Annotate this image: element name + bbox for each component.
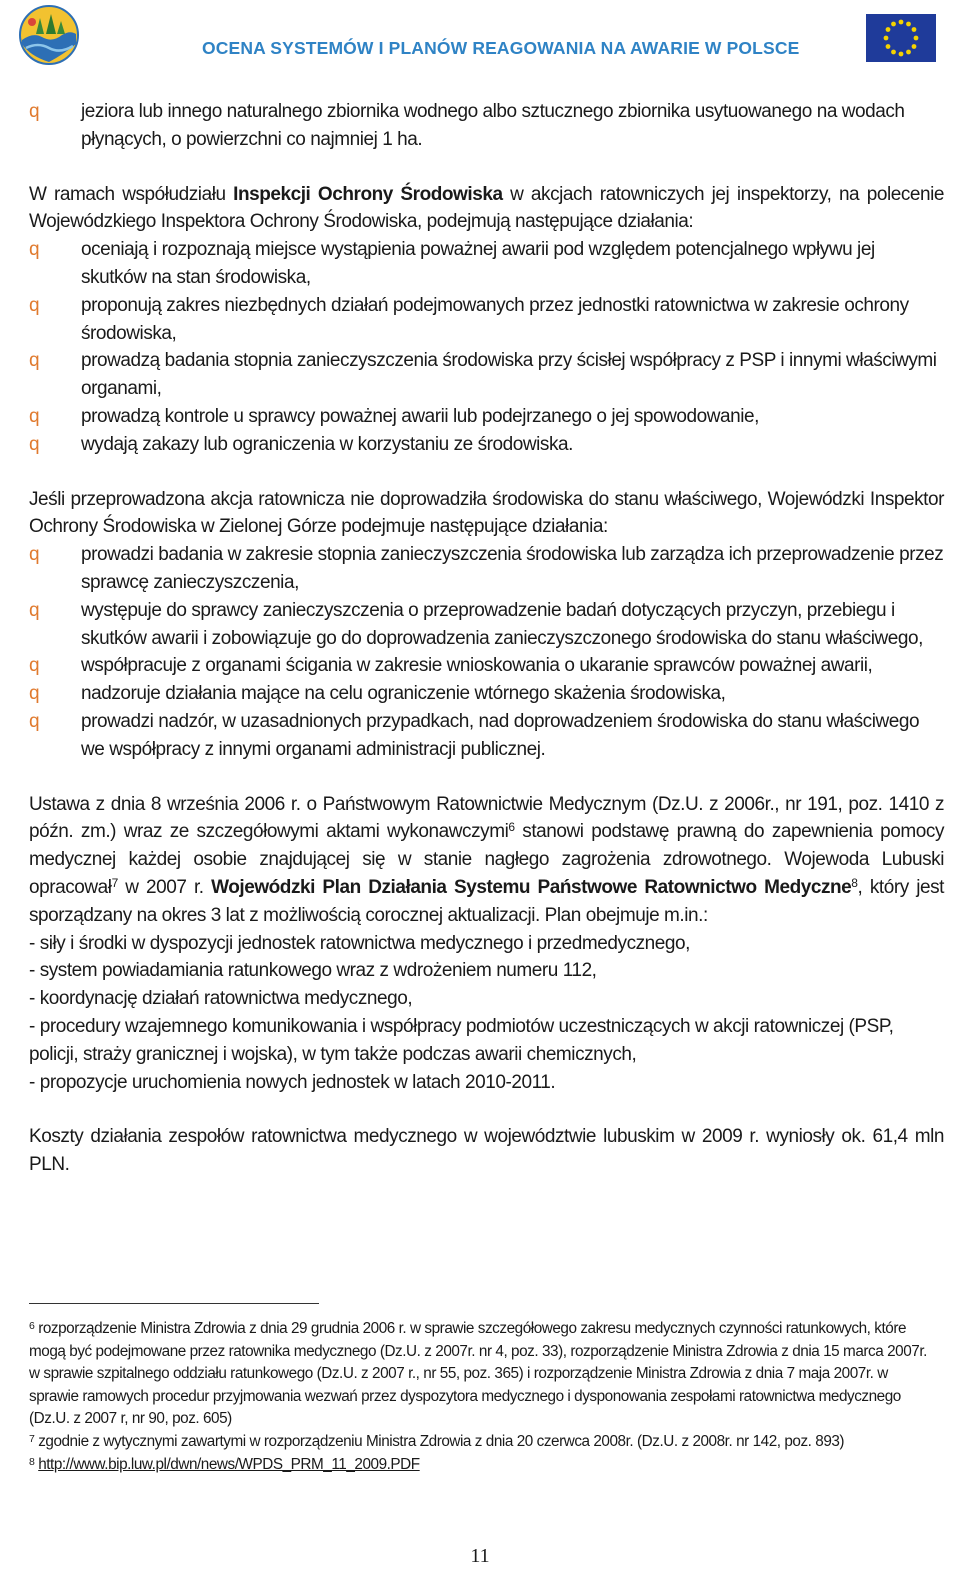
page-number: 11 (470, 1545, 490, 1567)
bullet-q-icon: q (29, 405, 40, 427)
list-item: q prowadzi nadzór, w uzasadnionych przypadkach, nad doprowadzeniem środowiska do stanu właściwego we współpracy z innymi organami administracji publicznej. (29, 708, 944, 764)
document-body (29, 98, 944, 1179)
koszty-paragraph: Koszty działania zespołów ratownictwa medycznego w województwie lubuskim w 2009 r. wyniosły ok. 61,4 mln PLN. (29, 1126, 944, 1176)
bullet-q-icon: q (29, 433, 40, 455)
footnote-7: $^7$ zgodnie z wytycznymi zawartymi w rozporządzeniu Ministra Zdrowia z dnia 20 czerwca 2008r. (Dz.U. z 2008r. nr 142, poz. 893) (29, 1432, 845, 1450)
footnote-8: $^8$ http://www.bip.luw.pl/dwn/news/WPDS_PRM_11_2009.PDF (29, 1455, 420, 1473)
footnote-link[interactable]: http://www.bip.luw.pl/dwn/news/WPDS_PRM_11_2009.PDF (38, 1455, 420, 1473)
footnote-separator (29, 1303, 319, 1304)
bullet-q-icon: q (29, 683, 40, 705)
list-item: q wydają zakazy lub ograniczenia w korzystaniu ze środowiska. (29, 431, 944, 459)
plan-contents-list (29, 930, 944, 1097)
eu-flag-icon (866, 14, 936, 62)
list-item: q prowadzą badania stopnia zanieczyszczenia środowiska przy ścisłej współpracy z PSP i innymi właściwymi organami, (29, 347, 944, 403)
bullet-q-icon: q (29, 655, 40, 677)
bullet-q-icon: q (29, 599, 40, 621)
footnotes (29, 1318, 941, 1476)
list-item: q jeziora lub innego naturalnego zbiornika wodnego albo sztucznego zbiornika usytuowanego na wodach płynących, o powierzchni co najmniej 1 ha. (29, 98, 944, 154)
bullet-q-icon: q (29, 239, 40, 261)
list-item: q prowadzi badania w zakresie stopnia zanieczyszczenia środowiska lub zarządza ich przeprowadzenie przez sprawcę zanieczyszczenia, (29, 541, 944, 597)
plan-bold-name: Wojewódzki Plan Działania Systemu Państwowe Ratownictwo Medyczne (211, 876, 852, 898)
list-item: - propozycje uruchomienia nowych jednostek w latach 2010-2011. (29, 1071, 556, 1093)
ustawa-paragraph: Ustawa z dnia 8 września 2006 r. o Państwowym Ratownictwie Medycznym (Dz.U. z 2006r., nr 191, poz. 1410 z późn. zm.) wraz ze szczegółowymi aktami wykonawczymi$^6$ stanowi podstawę prawną do zapewnienia pomocy medycznej każdej osobie znajdującej się w stanie nagłego zagrożenia zdrowotnego. Wojewoda Lubuski opracował$^7$ w 2007 r. Wojewódzki Plan Działania Systemu Państwowe Ratownictwo Medyczne$^8$, który jest sporządzany na okres 3 lat z możliwością corocznej aktualizacji. Plan obejmuje m.in.: (29, 793, 945, 926)
list-item: - koordynację działań ratownictwa medycznego, (29, 988, 413, 1010)
list-item: q oceniają i rozpoznają miejsce wystąpienia poważnej awarii pod względem potencjalnego wpływu jej skutków na stan środowiska, (29, 236, 944, 292)
footnote-ref-7[interactable]: 7 (111, 875, 118, 890)
inspekcja-intro-paragraph: W ramach współudziału Inspekcji Ochrony Środowiska w akcjach ratowniczych jej inspektorzy, na polecenie Wojewódzkiego Inspektora Ochrony Środowiska, podejmują następujące działania: (29, 183, 945, 233)
list-item: q nadzoruje działania mające na celu ograniczenie wtórnego skażenia środowiska, (29, 680, 944, 708)
list-item: q występuje do sprawcy zanieczyszczenia o przeprowadzenie badań dotyczących przyczyn, przebiegu i skutków awarii i zobowiązuje go do doprowadzenia zanieczyszczonego środowiska do stanu właściwego, (29, 597, 944, 653)
footnote-6: $^6$ rozporządzenie Ministra Zdrowia z dnia 29 grudnia 2006 r. w sprawie szczegółowego zakresu medycznych czynności ratunkowych, które mogą być podejmowane przez ratownika medycznego (Dz.U. z 2007r. nr 4, poz. 33), rozporządzenie Ministra Zdrowia z dnia 15 marca 2007r. w sprawie szpitalnego oddziału ratunkowego (Dz.U. z 2007 r., nr 55, poz. 365) i rozporządzenie Ministra Zdrowia z dnia 7 maja 2007r. w sprawie ramowych procedur przyjmowania wezwań przez dyspozytora medycznego i dysponowania zespołami ratownictwa medycznego (Dz.U. z 2007 r, nr 90, poz. 605) (29, 1320, 927, 1428)
list-item: - procedury wzajemnego komunikowania i współpracy podmiotów uczestniczących w akcji ratowniczej (PSP, policji, straży granicznej i wojska), w tym także podczas awarii chemicznych, (29, 1015, 894, 1065)
inspekcja-bold-name: Inspekcji Ochrony Środowiska (233, 183, 503, 205)
page-header (0, 0, 960, 80)
list-item: q współpracuje z organami ścigania w zakresie wnioskowania o ukaranie sprawców poważnej awarii, (29, 652, 944, 680)
list-item: - system powiadamiania ratunkowego wraz z wdrożeniem numeru 112, (29, 960, 597, 982)
bullet-q-icon: q (29, 710, 40, 732)
footnote-ref-6[interactable]: 6 (508, 820, 515, 835)
water-body-list (29, 98, 944, 154)
wios-actions-list (29, 541, 944, 763)
regional-emblem-icon (18, 4, 80, 66)
list-item: q proponują zakres niezbędnych działań podejmowanych przez jednostki ratownictwa w zakresie ochrony środowiska, (29, 292, 944, 348)
bullet-q-icon: q (29, 350, 40, 372)
document-header-title: OCENA SYSTEMÓW I PLANÓW REAGOWANIA NA AWARIE W POLSCE (202, 38, 800, 58)
list-item: q prowadzą kontrole u sprawcy poważnej awarii lub podejrzanego o jej spowodowanie, (29, 403, 944, 431)
bullet-q-icon: q (29, 294, 40, 316)
bullet-q-icon: q (29, 544, 40, 566)
wios-intro-paragraph: Jeśli przeprowadzona akcja ratownicza nie doprowadziła środowiska do stanu właściwego, Wojewódzki Inspektor Ochrony Środowiska w Zielonej Górze podejmuje następujące działania: (29, 488, 944, 538)
list-item: - siły i środki w dyspozycji jednostek ratownictwa medycznego i przedmedycznego, (29, 932, 690, 954)
footnote-ref-8[interactable]: 8 (851, 875, 858, 890)
inspekcja-actions-list (29, 236, 944, 458)
bullet-q-icon: q (29, 101, 40, 122)
